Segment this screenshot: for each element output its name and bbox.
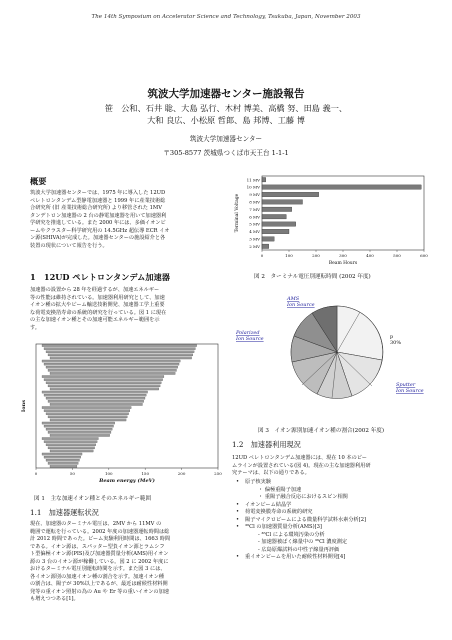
x-tick-label: 200 — [312, 253, 320, 258]
text-line: 範囲で運転を行っている。2002 年度の加速器運転時間は総 — [30, 528, 170, 535]
text-line: ペレトロンタンデム型静電加速器と 1999 年に産業技術総 — [30, 197, 166, 204]
y-tick-label: 7 MV — [249, 206, 260, 212]
text-line: である。イオン源は、スパッター型負イオン源とラムシフ — [30, 543, 165, 550]
affiliation: 筑波大学加速器センター — [189, 135, 263, 143]
list-bullet: • — [236, 501, 240, 508]
y-tick-label: 11 MV — [246, 177, 260, 183]
overview-text — [30, 190, 222, 250]
y-tick-label: 4 MV — [249, 229, 260, 235]
list-item — [236, 509, 426, 517]
text-line: おけるターミナル電圧別運転時間を示す。また図 3 には、 — [30, 566, 166, 572]
y-tick-label: 5 MV — [249, 221, 260, 227]
x-tick-label: 100 — [104, 471, 113, 476]
research-topics-list — [236, 479, 426, 562]
list-item — [236, 524, 426, 532]
energy-range-bar — [46, 382, 161, 384]
x-axis-label: Beam Hours — [328, 261, 358, 266]
energy-range-bar — [44, 363, 179, 365]
authors-line-2: 大和 良広、小松原 哲郎、島 邦博、工藤 博 — [147, 114, 305, 125]
text-line: な荷電変換箔寿命の系統的研究を行っている。図 1 に現在 — [30, 309, 167, 316]
authors-line-1: 笹 公和、石井 聡、大島 弘行、木村 博美、高橋 努、田島 義一、 — [104, 103, 348, 113]
text-line: 発等の重イオン照射の為の Au や Er 等の重いイオンの加速 — [30, 588, 169, 595]
text-line: 現在、加速器のターミナル電圧は、2MV から 11MV の — [30, 521, 162, 527]
text-line: 源の 3 台のイオン源が稼働している。図 2 に 2002 年度に — [30, 558, 169, 565]
energy-range-bar — [50, 419, 126, 421]
x-tick-label: 200 — [177, 471, 186, 476]
figure-3-caption: 図 3 イオン源別加速イオン種の割合(2002 年度) — [258, 428, 385, 434]
x-tick-label: 150 — [141, 471, 150, 476]
figure-1-caption: 図 1 主な加速イオン種とそのエネルギー範囲 — [34, 496, 152, 502]
label-polarized-source: Polarized Ion Source — [236, 330, 264, 342]
text-line: ン源(SHIVA)が完成した。加速器センターの施設紹介と各 — [30, 235, 166, 241]
energy-range-bar — [42, 391, 148, 393]
energy-range-bar — [48, 447, 95, 449]
figure-2-caption: 図 2 ターミナル電圧別運転時間 (2002 年度) — [254, 274, 371, 280]
plot-frame — [36, 344, 218, 468]
y-axis-label: Ions — [21, 399, 27, 413]
text-line: の割合は、陽子が 30%以上であるが、最近は耐候性材料開 — [30, 581, 168, 587]
text-line: 装置の現状について報告を行う。 — [30, 242, 108, 249]
section-1-heading: 1 12UD ペレトロンタンデム加速器 — [30, 272, 170, 282]
figure-2 — [232, 172, 432, 268]
section-1-text — [30, 287, 222, 332]
pie-slice-protons — [337, 306, 383, 360]
text-line: タンデトロン加速器の 2 台の静電加速器を用いて加速器利 — [30, 212, 167, 219]
energy-range-bar — [50, 357, 192, 359]
list-text: - 広島原爆試料の中性子線量再評価 — [258, 546, 340, 553]
list-bullet: • — [236, 524, 240, 530]
y-axis-label: Terminal Voltage — [235, 193, 240, 233]
label-ams-source: AMS Ion Source — [287, 296, 315, 308]
list-text: ・ 重陽子融合反応におけるスピン相関 — [258, 494, 348, 500]
list-text: - 加速器被ばく線量中の ³⁶Cl 濃度測定 — [258, 539, 348, 545]
text-line: 加速器の設置から 28 年を経過するが、加速エネルギー — [30, 287, 160, 293]
list-bullet: • — [236, 516, 240, 523]
section-1-1-heading: 1.1 加速器運転状況 — [30, 508, 99, 517]
energy-range-bar — [48, 462, 78, 464]
energy-range-bar — [42, 453, 82, 455]
energy-range-bar — [50, 372, 175, 374]
label-protons: p — [390, 334, 394, 340]
energy-range-bar — [44, 425, 114, 427]
text-line: ト型偏極イオン源(PIS)及び加速器質量分析(AMS)用イオン — [30, 551, 169, 557]
list-bullet: • — [236, 479, 240, 485]
list-item — [236, 554, 426, 562]
energy-range-bar — [46, 397, 145, 399]
energy-range-bar — [48, 400, 144, 402]
figure-1 — [20, 340, 230, 484]
text-line: 等の性能は維持されている。加速器利用研究として、加速 — [30, 294, 165, 301]
text-line: ムラインが設置されている(図 4)。現在の主な加速器利用研 — [232, 462, 371, 469]
list-item — [236, 487, 426, 495]
energy-range-bar — [42, 360, 180, 362]
bar — [262, 177, 266, 181]
section-1-2-text — [232, 455, 424, 478]
energy-range-bar — [50, 434, 110, 436]
text-line: も増えつつある[1]。 — [30, 596, 79, 602]
list-text: 重イオンビームを用いた耐候性材料開発[4] — [245, 554, 346, 560]
text-line: イオン種の拡大やビーム輸送技術開発、加速器工学上重要 — [30, 302, 165, 308]
pie-chart — [291, 306, 383, 399]
page-header: The 14th Symposium on Accelerator Science and Technology, Tsukuba, Japan, November 2003 — [91, 14, 361, 20]
list-item — [236, 479, 426, 487]
text-line: 12UD ペレトロンタンデム加速器には、現在 10 本のビー — [232, 455, 367, 461]
page-title: 筑波大学加速器センター施設報告 — [147, 88, 305, 100]
overview-heading: 概要 — [30, 176, 47, 186]
list-bullet: • — [236, 554, 240, 560]
x-tick-label: 50 — [69, 471, 75, 476]
energy-range-bar — [44, 410, 130, 412]
list-item — [236, 532, 426, 540]
y-tick-label: 2 MV — [249, 243, 260, 249]
energy-range-bar — [48, 369, 176, 371]
figure-3 — [232, 290, 432, 420]
label-protons-share: 30% — [390, 340, 402, 346]
y-tick-label: 8 MV — [249, 199, 260, 205]
list-item — [236, 539, 426, 547]
text-line: の主な加速イオン種とその加速可能エネルギー範囲を示 — [30, 317, 160, 323]
text-line: す。 — [30, 324, 40, 331]
list-text: イオンビーム結晶学 — [245, 501, 292, 508]
y-tick-label: 10 MV — [246, 184, 260, 190]
energy-range-bar — [50, 388, 159, 390]
energy-range-bar — [46, 428, 112, 430]
x-tick-label: 100 — [285, 253, 293, 258]
y-tick-label: 3 MV — [249, 236, 260, 242]
y-tick-label: 6 MV — [249, 214, 260, 220]
x-tick-label: 250 — [214, 471, 222, 476]
label-sputter-source: Sputter Ion Source — [396, 382, 424, 394]
list-text: ・ 偏極重陽子加速 — [258, 486, 302, 493]
bar — [262, 185, 421, 189]
x-tick-label: 400 — [366, 253, 374, 258]
x-tick-label: 300 — [339, 253, 347, 258]
energy-range-bar — [44, 379, 163, 381]
address: 〒305-8577 茨城県つくば市天王台 1-1-1 — [163, 149, 289, 157]
authors — [30, 103, 422, 126]
energy-range-bar — [48, 385, 160, 387]
energy-range-bar — [42, 437, 98, 439]
energy-range-bar — [50, 450, 93, 452]
energy-range-bar — [46, 444, 96, 446]
bar — [262, 229, 289, 233]
list-item — [236, 494, 426, 502]
energy-range-bar — [50, 465, 77, 467]
energy-range-bar — [46, 351, 194, 353]
energy-range-bar — [44, 441, 97, 443]
list-text: 荷電変換膜寿命の系統的研究 — [245, 509, 313, 515]
energy-range-bar — [48, 354, 193, 356]
bar — [262, 244, 269, 248]
energy-range-bar — [44, 394, 146, 396]
list-item — [236, 517, 426, 525]
energy-range-bar — [46, 366, 178, 368]
list-bullet: • — [236, 509, 240, 515]
energy-range-bar — [46, 413, 129, 415]
list-item — [236, 502, 426, 510]
text-line: 究テーマは、以下の通りである。 — [232, 470, 310, 476]
energy-range-bar — [50, 403, 142, 405]
energy-range-bar — [48, 416, 127, 418]
x-tick-label: 500 — [393, 253, 401, 258]
energy-range-bar — [42, 422, 115, 424]
bar — [262, 237, 274, 241]
section-1-1-text — [30, 521, 222, 604]
text-line: ームやクラスター科学研究用の 14.5GHz 超伝導 ECR イオ — [30, 227, 170, 234]
figure-3-chart — [232, 290, 432, 420]
bar — [262, 207, 292, 211]
energy-range-bar — [42, 375, 164, 377]
bar — [262, 222, 296, 226]
section-1-2-heading: 1.2 加速器利用現況 — [232, 440, 301, 449]
y-tick-label: 9 MV — [249, 192, 260, 198]
x-tick-label: 600 — [420, 253, 428, 258]
energy-range-bar — [42, 406, 131, 408]
x-axis-label: Beam energy (MeV) — [99, 478, 155, 484]
figure-2-chart — [232, 172, 432, 268]
energy-range-bar — [44, 456, 81, 458]
list-text: 原子核実験 — [245, 479, 271, 485]
energy-range-bar — [42, 344, 197, 346]
energy-range-bar — [44, 348, 195, 350]
energy-range-bar — [48, 431, 111, 433]
figure-1-chart — [20, 340, 230, 484]
text-line: 学研究を推進している。また 2000 年には、多価イオンビ — [30, 220, 166, 226]
list-text: - ³⁶Cl による環境汚染の分析 — [258, 531, 325, 538]
text-line: 筑波大学加速器センターでは、1975 年に導入した 12UD — [30, 190, 166, 196]
list-text: ³⁶Cl の加速器質量分析(AMS)[3] — [245, 524, 322, 530]
list-text: 陽子マイクロビームによる微量科学試料水素分析[2] — [245, 516, 367, 523]
text-line: 各イオン源別の加速イオン種の割合を示す。加速イオン種 — [30, 573, 164, 580]
bar — [262, 192, 319, 196]
x-tick-label: 0 — [34, 471, 38, 476]
bar — [262, 214, 286, 218]
list-item — [236, 547, 426, 555]
bar — [262, 200, 303, 204]
text-line: 計 2012 時間であった。ビーム実験利用時間は、1663 時間 — [30, 536, 171, 542]
text-line: 合研究所 (旧 産業技術総合研究所) より移管された 1MV — [30, 205, 162, 211]
x-tick-label: 0 — [260, 253, 264, 258]
energy-range-bar — [46, 459, 79, 461]
